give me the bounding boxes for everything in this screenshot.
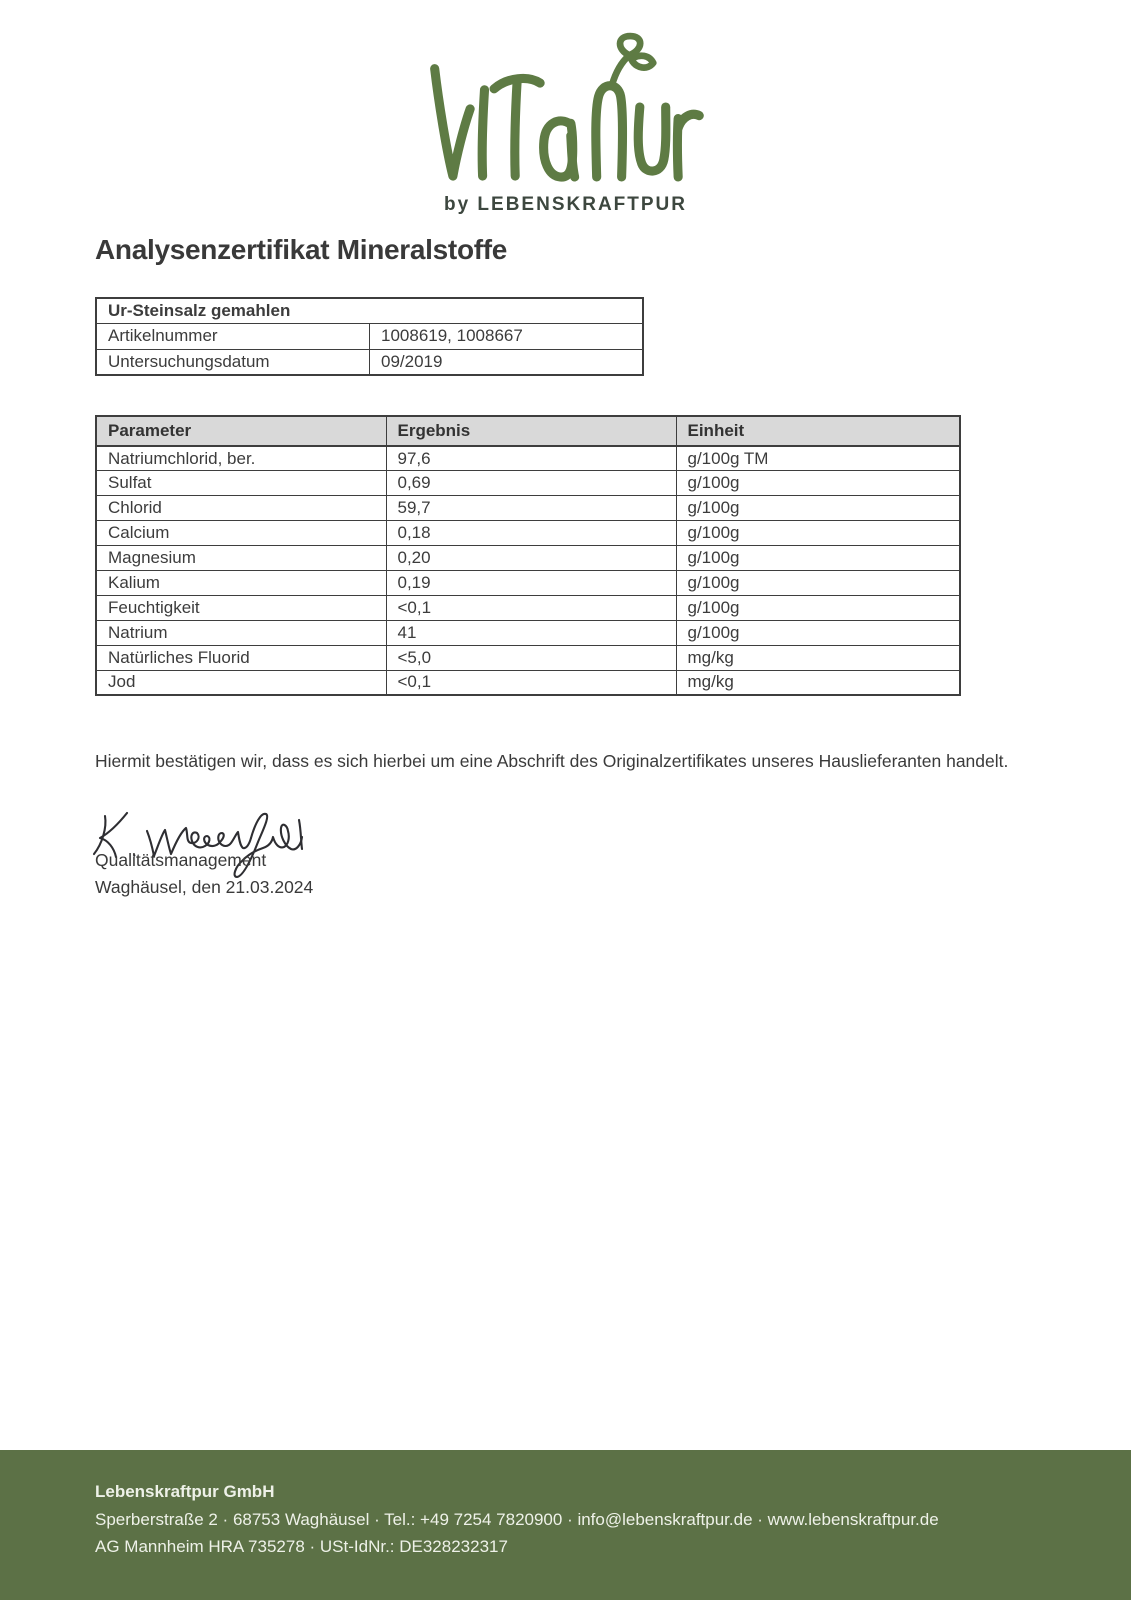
- table-row: [96, 546, 960, 571]
- cell-result: 0,20: [386, 546, 676, 571]
- cell-unit: g/100g: [676, 521, 960, 546]
- cell-result: 0,19: [386, 570, 676, 595]
- info-label: Untersuchungsdatum: [96, 349, 370, 375]
- table-row: [96, 324, 643, 350]
- table-row: [96, 521, 960, 546]
- table-row: [96, 570, 960, 595]
- cell-parameter: Natriumchlorid, ber.: [96, 446, 386, 471]
- cell-unit: g/100g: [676, 620, 960, 645]
- product-info-table: [95, 297, 644, 376]
- cell-result: 0,69: [386, 471, 676, 496]
- cell-result: 41: [386, 620, 676, 645]
- handwritten-signature-icon: [89, 804, 319, 886]
- table-row: [96, 446, 960, 471]
- cell-result: <0,1: [386, 670, 676, 695]
- mineral-results-table: [95, 415, 961, 696]
- table-row: [96, 645, 960, 670]
- info-value: 09/2019: [370, 349, 644, 375]
- cell-result: 97,6: [386, 446, 676, 471]
- page-title: Analysenzertifikat Mineralstoffe: [95, 234, 508, 265]
- cell-parameter: Chlorid: [96, 496, 386, 521]
- cell-parameter: Jod: [96, 670, 386, 695]
- table-row: [96, 496, 960, 521]
- logo-block: [0, 28, 1131, 216]
- cell-result: 0,18: [386, 521, 676, 546]
- product-name: Ur-Steinsalz gemahlen: [96, 298, 643, 324]
- table-row: [96, 670, 960, 695]
- info-value: 1008619, 1008667: [370, 324, 644, 350]
- footer-company-name: Lebenskraftpur GmbH: [95, 1482, 275, 1501]
- table-row: [96, 298, 643, 324]
- cell-result: <5,0: [386, 645, 676, 670]
- logo-byline: by LEBENSKRAFTPUR: [443, 194, 687, 215]
- cell-parameter: Calcium: [96, 521, 386, 546]
- table-row: [96, 349, 643, 375]
- column-header-ergebnis: Ergebnis: [386, 416, 676, 446]
- confirmation-text: Hiermit bestätigen wir, dass es sich hierbei um eine Abschrift des Originalzertifikates unseres Hauslieferanten handelt.: [95, 751, 1009, 771]
- column-header-einheit: Einheit: [676, 416, 960, 446]
- cell-unit: mg/kg: [676, 670, 960, 695]
- signature-place-date: Waghäusel, den 21.03.2024: [95, 877, 314, 897]
- info-label: Artikelnummer: [96, 324, 370, 350]
- signature-role: Qualitätsmanagement: [95, 850, 267, 870]
- cell-parameter: Sulfat: [96, 471, 386, 496]
- cell-unit: g/100g: [676, 570, 960, 595]
- cell-result: 59,7: [386, 496, 676, 521]
- cell-unit: g/100g: [676, 595, 960, 620]
- vitanur-logo-icon: [427, 28, 705, 186]
- cell-unit: g/100g TM: [676, 446, 960, 471]
- cell-unit: g/100g: [676, 496, 960, 521]
- cell-unit: mg/kg: [676, 645, 960, 670]
- cell-parameter: Natrium: [96, 620, 386, 645]
- cell-parameter: Magnesium: [96, 546, 386, 571]
- signature-block: [95, 804, 495, 914]
- cell-result: <0,1: [386, 595, 676, 620]
- footer-band: [0, 1450, 1131, 1600]
- table-row: [96, 595, 960, 620]
- column-header-parameter: Parameter: [96, 416, 386, 446]
- footer-registry-line: AG Mannheim HRA 735278 · USt-IdNr.: DE328232317: [95, 1537, 508, 1556]
- cell-parameter: Kalium: [96, 570, 386, 595]
- table-row: [96, 471, 960, 496]
- cell-parameter: Natürliches Fluorid: [96, 645, 386, 670]
- cell-unit: g/100g: [676, 546, 960, 571]
- table-header-row: [96, 416, 960, 446]
- table-row: [96, 620, 960, 645]
- footer-address-line: Sperberstraße 2 · 68753 Waghäusel · Tel.: +49 7254 7820900 · info@lebenskraftpur.de · www.lebenskraftpur.de: [95, 1509, 939, 1529]
- cell-unit: g/100g: [676, 471, 960, 496]
- cell-parameter: Feuchtigkeit: [96, 595, 386, 620]
